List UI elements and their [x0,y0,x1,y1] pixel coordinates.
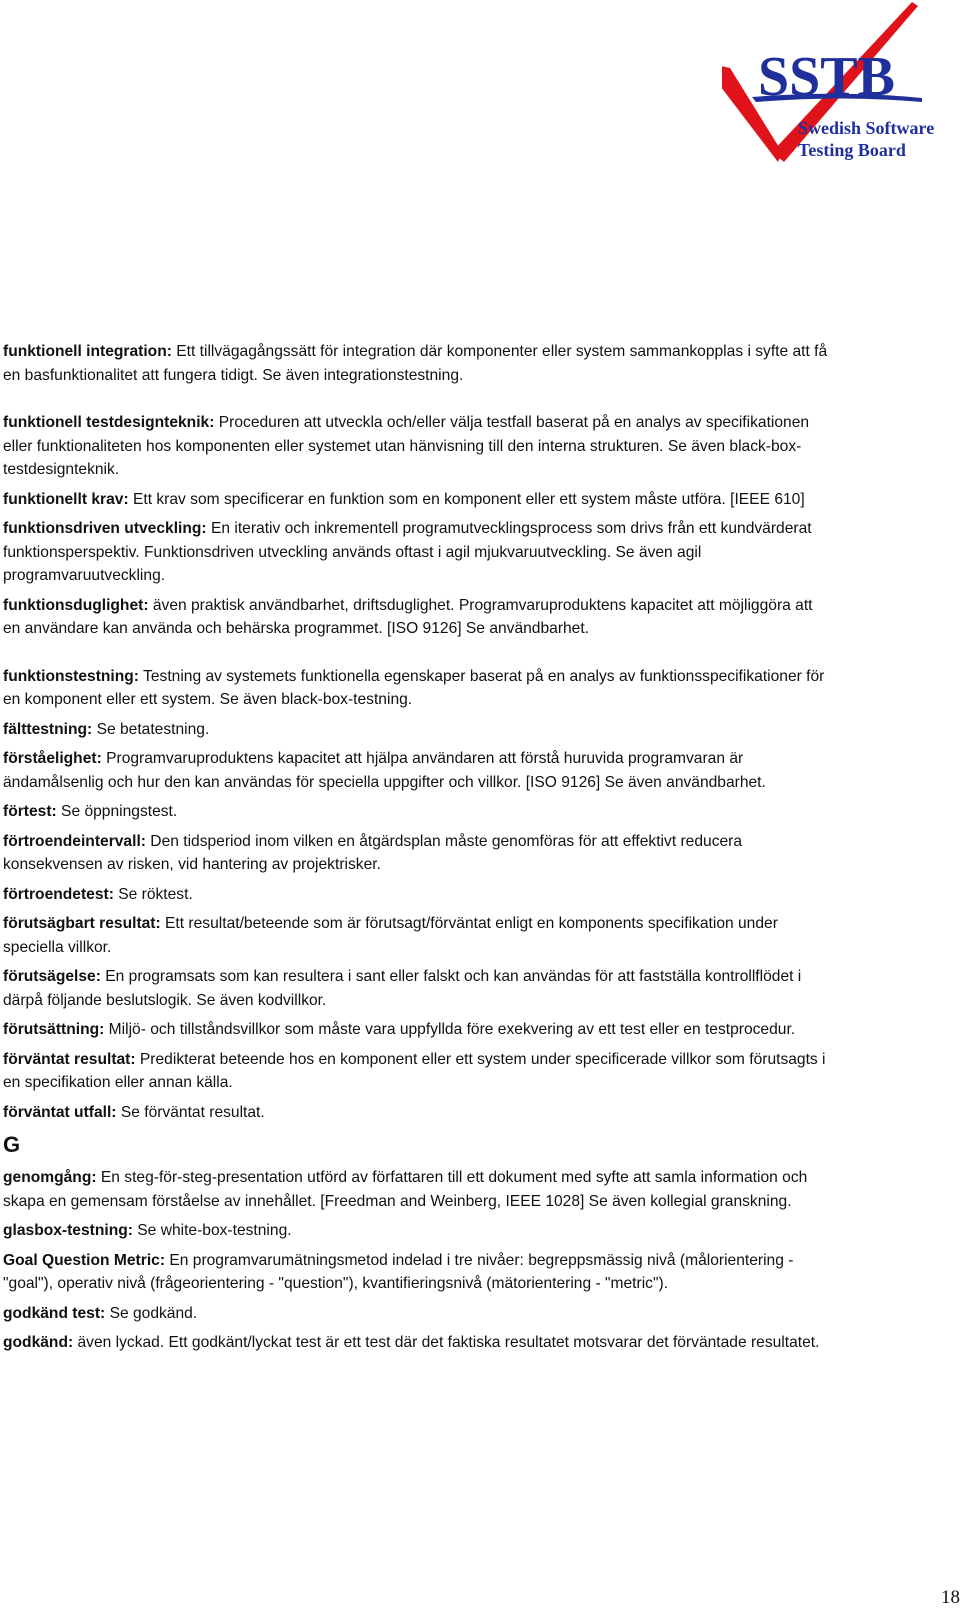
entry-term: förtroendetest: [3,885,114,903]
entry-term: förtest: [3,803,57,820]
glossary-entry [3,1018,833,1042]
entry-definition: Se white-box-testning. [132,1222,292,1239]
logo-line1: Swedish Software [798,118,935,138]
entry-definition: även praktisk användbarhet, driftsduglighet. Programvaruproduktens kapacitet att möjliggöra att en användare kan använda och behärska programmet. [ISO 9126] Se användbarhet. [3,596,813,637]
entry-term: fälttestning: [3,720,93,738]
glossary-entry [3,488,833,512]
glossary-entry [3,1101,833,1125]
section-letter-heading: G [3,1132,21,1157]
entry-term: förtroendeintervall: [3,832,146,850]
glossary-entry [3,747,833,794]
glossary-entry [3,517,833,588]
entry-definition: Se godkänd. [105,1304,198,1322]
sstb-logo-graphic [722,2,960,172]
entry-term: funktionell integration: [3,343,172,360]
entry-term: förutsägbart resultat: [3,915,161,932]
entry-definition: En programsats som kan resultera i sant eller falskt och kan användas för att fastställa kontrollflödet i därpå följande beslutslogik. Se även kodvillkor. [3,968,802,1009]
entry-term: funktionsdriven utveckling: [3,520,207,537]
entry-definition: Ett tillvägagångssätt för integration där komponenter eller system sammankopplas i syfte att få en basfunktionalitet att fungera tidigt. Se även integrationstestning. [3,343,828,384]
entry-term: Goal Question Metric: [3,1251,166,1269]
entry-term: godkänd test: [3,1304,106,1322]
entry-definition: Ett resultat/beteende som är förutsagt/förväntat enligt en komponents specifikation under speciella villkor. [3,915,778,956]
glossary-entry [3,1249,833,1296]
glossary-entry [3,1219,833,1243]
entry-definition: Se förväntat resultat. [116,1103,265,1121]
entry-term: funktionellt krav: [3,490,129,508]
entry-term: godkänd: [3,1334,74,1351]
glossary-entry [3,718,833,742]
entry-term: förväntat resultat: [3,1050,136,1068]
entry-definition: Testning av systemets funktionella egenskaper baserat på en analys av funktionsspecifikationer för en komponent eller ett system. Se även black-box-testning. [3,667,825,708]
entry-definition: Proceduren att utveckla och/eller välja testfall baserat på en analys av specifikationen eller funktionaliteten hos komponenten eller systemet utan hänvisning till den interna strukturen. Se även black-box-testdesignteknik. [3,414,810,478]
glossary-entry [3,1048,833,1095]
glossary-entry [3,1331,833,1355]
glossary-entry [3,594,833,641]
entry-definition: Predikterat beteende hos en komponent eller ett system under specificerade villkor som förutsagts i en specifikation eller annan källa. [3,1050,826,1091]
glossary-content [3,340,833,1361]
entry-term: funktionell testdesignteknik: [3,414,215,431]
entry-definition: Ett krav som specificerar en funktion som en komponent eller ett system måste utföra. [IEEE 610] [128,490,805,508]
entry-definition: Den tidsperiod inom vilken en åtgärdsplan måste genomföras för att effektivt reducera konsekvensen av risken, vid hantering av projektrisker. [3,832,743,873]
entry-term: genomgång: [3,1169,97,1186]
entry-term: funktionstestning: [3,667,139,685]
entry-term: förutsägelse: [3,968,101,985]
entry-term: funktionsduglighet: [3,596,149,614]
sstb-logo [722,2,960,172]
entry-definition: Miljö- och tillståndsvillkor som måste vara uppfyllda före exekvering av ett test eller en testprocedur. [104,1021,796,1038]
glossary-entry [3,830,833,877]
entry-term: glasbox-testning: [3,1222,133,1239]
glossary-entry [3,411,833,482]
page-number: 18 [941,1587,960,1608]
logo-line2: Testing Board [798,140,906,160]
glossary-entry [3,340,833,387]
glossary-entry [3,1302,833,1326]
glossary-entry [3,883,833,907]
entry-term: förväntat utfall: [3,1103,117,1121]
glossary-entry [3,665,833,712]
entry-definition: En iterativ och inkrementell programutvecklingsprocess som drivs från ett kundvärderat funktionsperspektiv. Funktionsdriven utveckling används oftast i agil mjukvaruutveckling. Se även agil programvaruutveckling. [3,520,812,584]
glossary-entry [3,912,833,959]
glossary-entry [3,800,833,824]
logo-acronym: SSTB [758,46,895,108]
entry-definition: Programvaruproduktens kapacitet att hjälpa användaren att förstå huruvida programvaran är ändamålsenlig och hur den kan användas för speciella uppgifter och villkor. [ISO 9126] Se även användbarhet. [3,750,766,791]
entry-definition: En steg-för-steg-presentation utförd av författaren till ett dokument med syfte att samla information och skapa en gemensam förståelse av innehållet. [Freedman and Weinberg, IEEE 1028] Se även kollegial granskning. [3,1169,808,1210]
glossary-entry [3,1166,833,1213]
glossary-entry [3,965,833,1012]
entry-definition: En programvarumätningsmetod indelad i tre nivåer: begreppsmässig nivå (målorientering - "goal"), operativ nivå (frågeorientering - "question"), kvantifieringsnivå (mätorientering - "metric"). [3,1251,794,1292]
entry-term: förutsättning: [3,1021,105,1038]
entry-definition: även lyckad. Ett godkänt/lyckat test är ett test där det faktiska resultatet motsvarar det förväntade resultatet. [73,1334,820,1351]
entry-definition: Se öppningstest. [56,803,178,820]
entry-definition: Se betatestning. [92,720,210,738]
entry-definition: Se röktest. [113,885,193,903]
entry-term: förståelighet: [3,750,102,767]
